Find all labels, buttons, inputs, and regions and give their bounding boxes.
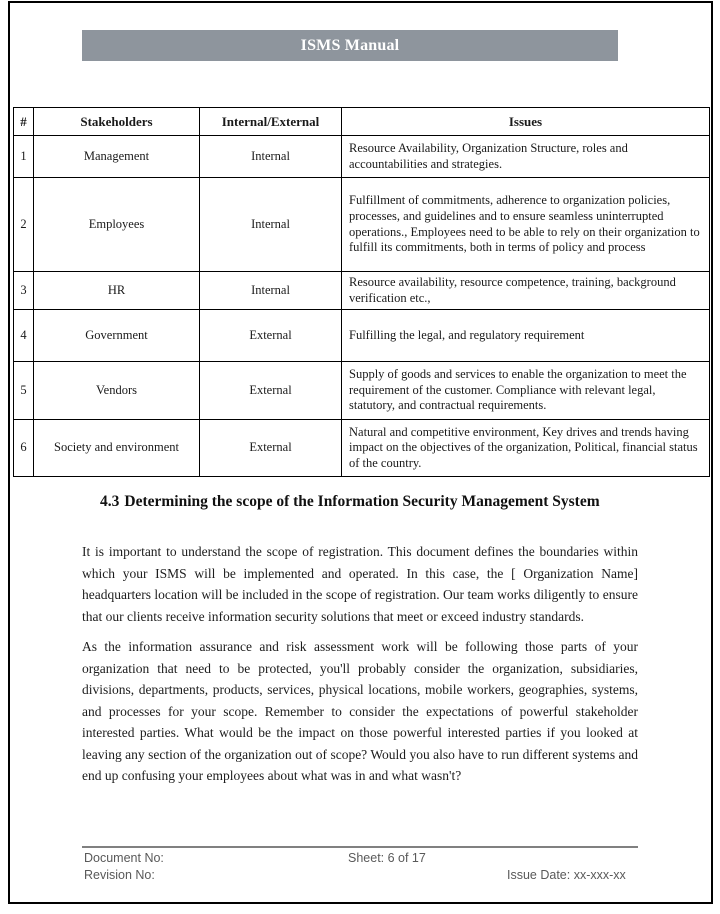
issues-cell: Resource Availability, Organization Structure, roles and accountabilities and strategies. [342,136,710,178]
paragraph-risk-assessment: As the information assurance and risk assessment work will be following those parts of your organization that need to be protected, you'll probably consider the organization, subsidiaries, divisions, departments, products, services, physical locations, mobile workers, geographies, systems, and processes for your scope. Remember to consider the expectations of powerful stakeholder interested parties. What would be the impact on those powerful interested parties if you looked at leaving any section of the organization out of scope? Would you also have to run different systems and end up confusing your employees about what was in and what wasn't? [82,639,638,783]
footer-revision-no: Revision No: [84,868,155,882]
issues-cell: Fulfilling the legal, and regulatory requirement [342,310,710,362]
row-number-cell: 3 [14,272,34,310]
internal-external-cell: External [200,310,342,362]
row-number-cell: 5 [14,362,34,420]
section-heading [100,493,640,511]
section-number: 4.3 [100,493,120,510]
column-header-issues: Issues [342,108,710,136]
row-number-cell: 1 [14,136,34,178]
stakeholder-cell: Management [34,136,200,178]
table-row [14,362,710,420]
internal-external-cell: External [200,362,342,420]
stakeholder-cell: Employees [34,178,200,272]
internal-external-cell: Internal [200,272,342,310]
document-title-bar [82,30,618,61]
issues-cell: Natural and competitive environment, Key drives and trends having impact on the objectives of the organization, Political, financial status of the country. [342,420,710,477]
footer-divider [82,846,638,848]
stakeholder-cell: HR [34,272,200,310]
table-row [14,272,710,310]
internal-external-cell: Internal [200,178,342,272]
stakeholder-cell: Vendors [34,362,200,420]
issues-cell: Fulfillment of commitments, adherence to organization policies, processes, and guidelines and to ensure seamless uninterrupted operations., Employees need to be able to rely on their organization to fulfill its commitments, both in terms of policy and process [342,178,710,272]
row-number-cell: 6 [14,420,34,477]
stakeholder-table [13,107,710,477]
row-number-cell: 4 [14,310,34,362]
column-header-stakeholders: Stakeholders [34,108,200,136]
footer-document-no: Document No: [84,851,164,865]
stakeholder-cell: Society and environment [34,420,200,477]
issues-cell: Resource availability, resource competence, training, background verification etc., [342,272,710,310]
row-number-cell: 2 [14,178,34,272]
column-header-number: # [14,108,34,136]
internal-external-cell: Internal [200,136,342,178]
footer-issue-date: Issue Date: xx-xxx-xx [507,868,626,882]
stakeholder-cell: Government [34,310,200,362]
table-row [14,178,710,272]
table-row [14,136,710,178]
table-row [14,310,710,362]
table-header-row [14,108,710,136]
paragraph-scope-registration: It is important to understand the scope of registration. This document defines the boundaries within which your ISMS will be implemented and operated. In this case, the [ Organization Name] headquarters location will be included in the scope of registration. Our team works diligently to ensure that our clients receive information security solutions that meet or exceed industry standards. [82,544,638,624]
column-header-internal-external: Internal/External [200,108,342,136]
table-row [14,420,710,477]
footer-sheet-number: Sheet: 6 of 17 [348,851,426,865]
internal-external-cell: External [200,420,342,477]
body-text [82,541,638,796]
document-title: ISMS Manual [300,36,400,54]
section-title: Determining the scope of the Information Security Management System [124,493,600,510]
issues-cell: Supply of goods and services to enable the organization to meet the requirement of the customer. Compliance with relevant legal, statutory, and contractual requirements. [342,362,710,420]
